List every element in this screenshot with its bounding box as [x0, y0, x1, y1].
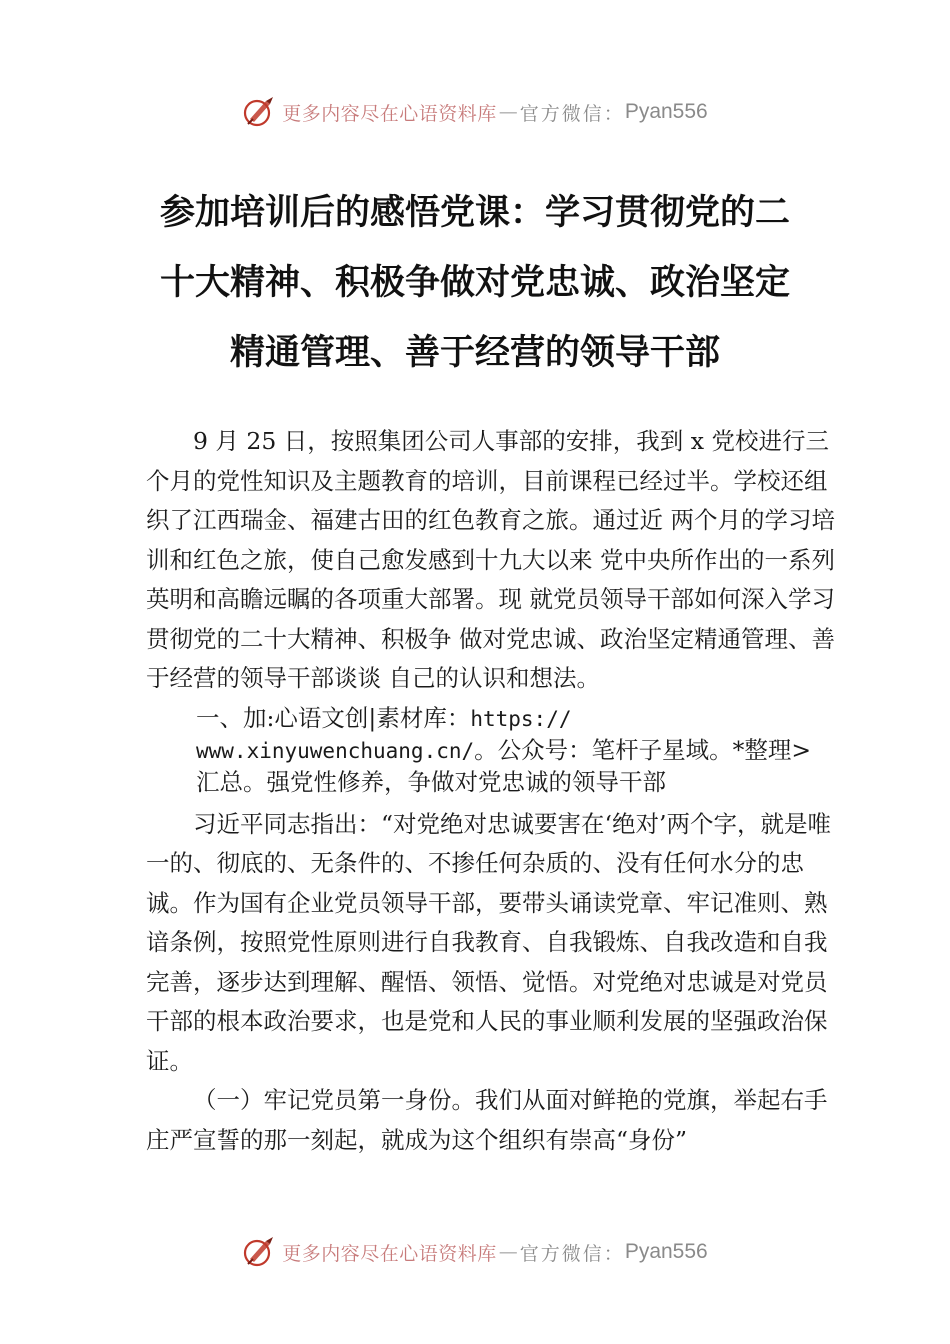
- quill-pen-logo-icon: [242, 1235, 276, 1269]
- section-prefix: 一、加:心语文创|素材库：: [196, 703, 471, 732]
- paragraph-quote: 习近平同志指出：“对党绝对忠诚要害在‘绝对’两个字，就是唯一的、彻底的、无条件的、不掺任何杂质的、没有任何水分的忠诚。作为国有企业党员领导干部，要带头诵读党章、牢记准则、熟谙条例，按照党性原则进行自我教育、自我锻炼、自我改造和自我完善，逐步达到理解、醒悟、领悟、觉悟。对党绝对忠诚是对党员干部的根本政治要求，也是党和人民的事业顺利发展的坚强政治保证。: [146, 809, 831, 1075]
- title-line-2: 十大精神、积极争做对党忠诚、政治坚定: [159, 262, 790, 303]
- banner-text: 更多内容尽在心语资料库: [282, 102, 497, 125]
- section-url-part1: https://: [470, 706, 572, 731]
- banner-dash: —: [498, 101, 518, 123]
- banner-text: 更多内容尽在心语资料库: [282, 1242, 497, 1265]
- section-heading-1: [146, 699, 836, 802]
- banner-dash: —: [498, 1241, 518, 1263]
- quill-pen-logo-icon: [242, 95, 276, 129]
- document-title: [140, 178, 810, 388]
- title-line-3: 精通管理、善于经营的领导干部: [229, 332, 720, 373]
- banner-wechat-label: 官方微信：: [519, 102, 625, 125]
- banner-wechat-id: Pyan556: [624, 100, 708, 123]
- title-line-1: 参加培训后的感悟党课：学习贯彻党的二: [159, 192, 790, 233]
- banner-wechat-label: 官方微信：: [519, 1242, 625, 1265]
- section-tail: 汇总。强党性修养，争做对党忠诚的领导干部: [196, 767, 666, 796]
- section-url-part2: www.xinyuwenchuang.cn/: [196, 738, 475, 763]
- section-mark: *整理>: [732, 735, 812, 764]
- header-watermark-banner: [0, 92, 950, 132]
- paragraph-subsection-1: （一）牢记党员第一身份。我们从面对鲜艳的党旗，举起右手庄严宣誓的那一刻起，就成为这个组织有崇高“身份”: [146, 1086, 828, 1154]
- section-mid: 。公众号：笔杆子星域。: [474, 735, 733, 764]
- paragraph-intro: 9 月 25 日，按照集团公司人事部的安排，我到 x 党校进行三个月的党性知识及主题教育的培训，目前课程已经过半。学校还组织了江西瑞金、福建古田的红色教育之旅。通过近 两个月的学习培训和红色之旅，使自己愈发感到十九大以来 党中央所作出的一系列英明和高瞻远瞩的各项重大部署。现 就党员领导干部如何深入学习贯彻党的二十大精神、积极争 做对党忠诚、政治坚定精通管理、善于经营的领导干部谈谈 自己的认识和想法。: [146, 427, 835, 692]
- document-body: [146, 422, 836, 1160]
- banner-wechat-id: Pyan556: [624, 1240, 708, 1263]
- footer-watermark-banner: [0, 1232, 950, 1272]
